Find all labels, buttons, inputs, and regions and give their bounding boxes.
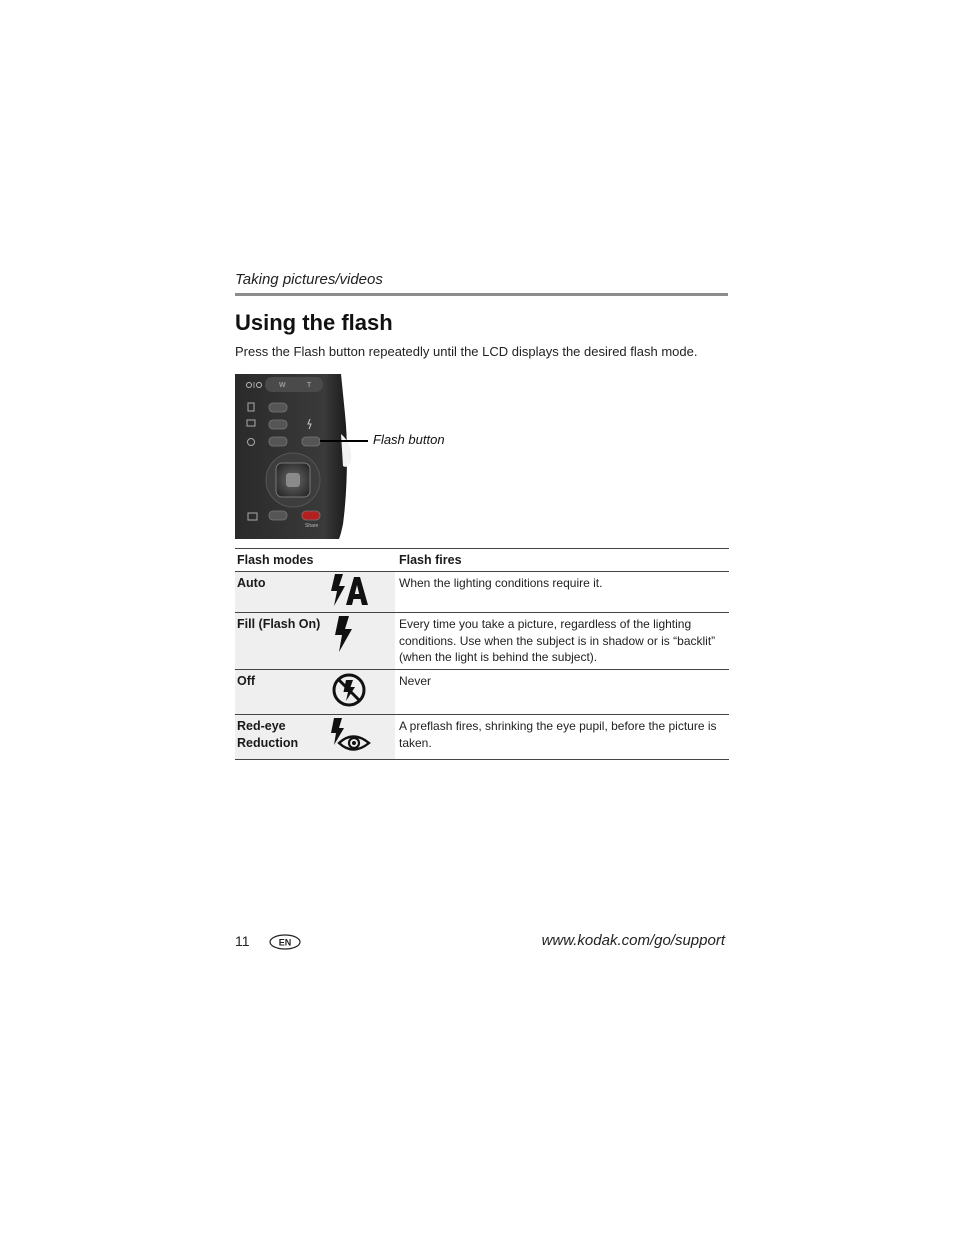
mode-name: Auto: [235, 572, 329, 613]
callout-line: [320, 440, 368, 442]
flash-modes-table: [235, 548, 729, 760]
flash-red-eye-icon: [331, 717, 375, 753]
flash-auto-icon: [331, 574, 375, 606]
table-row: [235, 613, 729, 670]
table-row: [235, 670, 729, 715]
zoom-tele-label: T: [307, 382, 312, 389]
mode-name-line2: Reduction: [237, 736, 299, 750]
column-header-modes: Flash modes: [235, 549, 395, 572]
page-number: 11: [235, 933, 250, 949]
column-header-fires: Flash fires: [395, 549, 729, 572]
mode-description: Never: [395, 670, 729, 715]
mode-name: Off: [235, 670, 329, 715]
page-title: Using the flash: [235, 310, 393, 335]
table-row: [235, 572, 729, 613]
mode-name: Fill (Flash On): [235, 613, 329, 670]
mode-description: Every time you take a picture, regardless of the lighting conditions. Use when the subject is in shadow or is “backlit” (when the light is behind the subject).: [395, 613, 729, 670]
camera-back-illustration: [235, 374, 357, 539]
mode-name-line1: Red-eye: [237, 719, 286, 733]
support-url[interactable]: www.kodak.com/go/support: [541, 932, 725, 949]
flash-fill-icon: [333, 615, 377, 653]
intro-text: Press the Flash button repeatedly until the LCD displays the desired flash mode.: [235, 344, 698, 359]
header-rule: [235, 293, 728, 296]
mode-description: A preflash fires, shrinking the eye pupil, before the picture is taken.: [395, 715, 729, 760]
zoom-wide-label: W: [279, 382, 286, 389]
language-badge-text: EN: [278, 937, 292, 948]
table-row: [235, 715, 729, 760]
language-badge-icon: [269, 934, 301, 950]
section-header: Taking pictures/videos: [235, 271, 383, 288]
share-label: Share: [305, 523, 319, 529]
table-header-row: [235, 549, 729, 572]
callout-label: Flash button: [373, 432, 445, 447]
mode-description: When the lighting conditions require it.: [395, 572, 729, 613]
mode-name: [235, 715, 329, 760]
flash-off-icon: [332, 672, 376, 708]
